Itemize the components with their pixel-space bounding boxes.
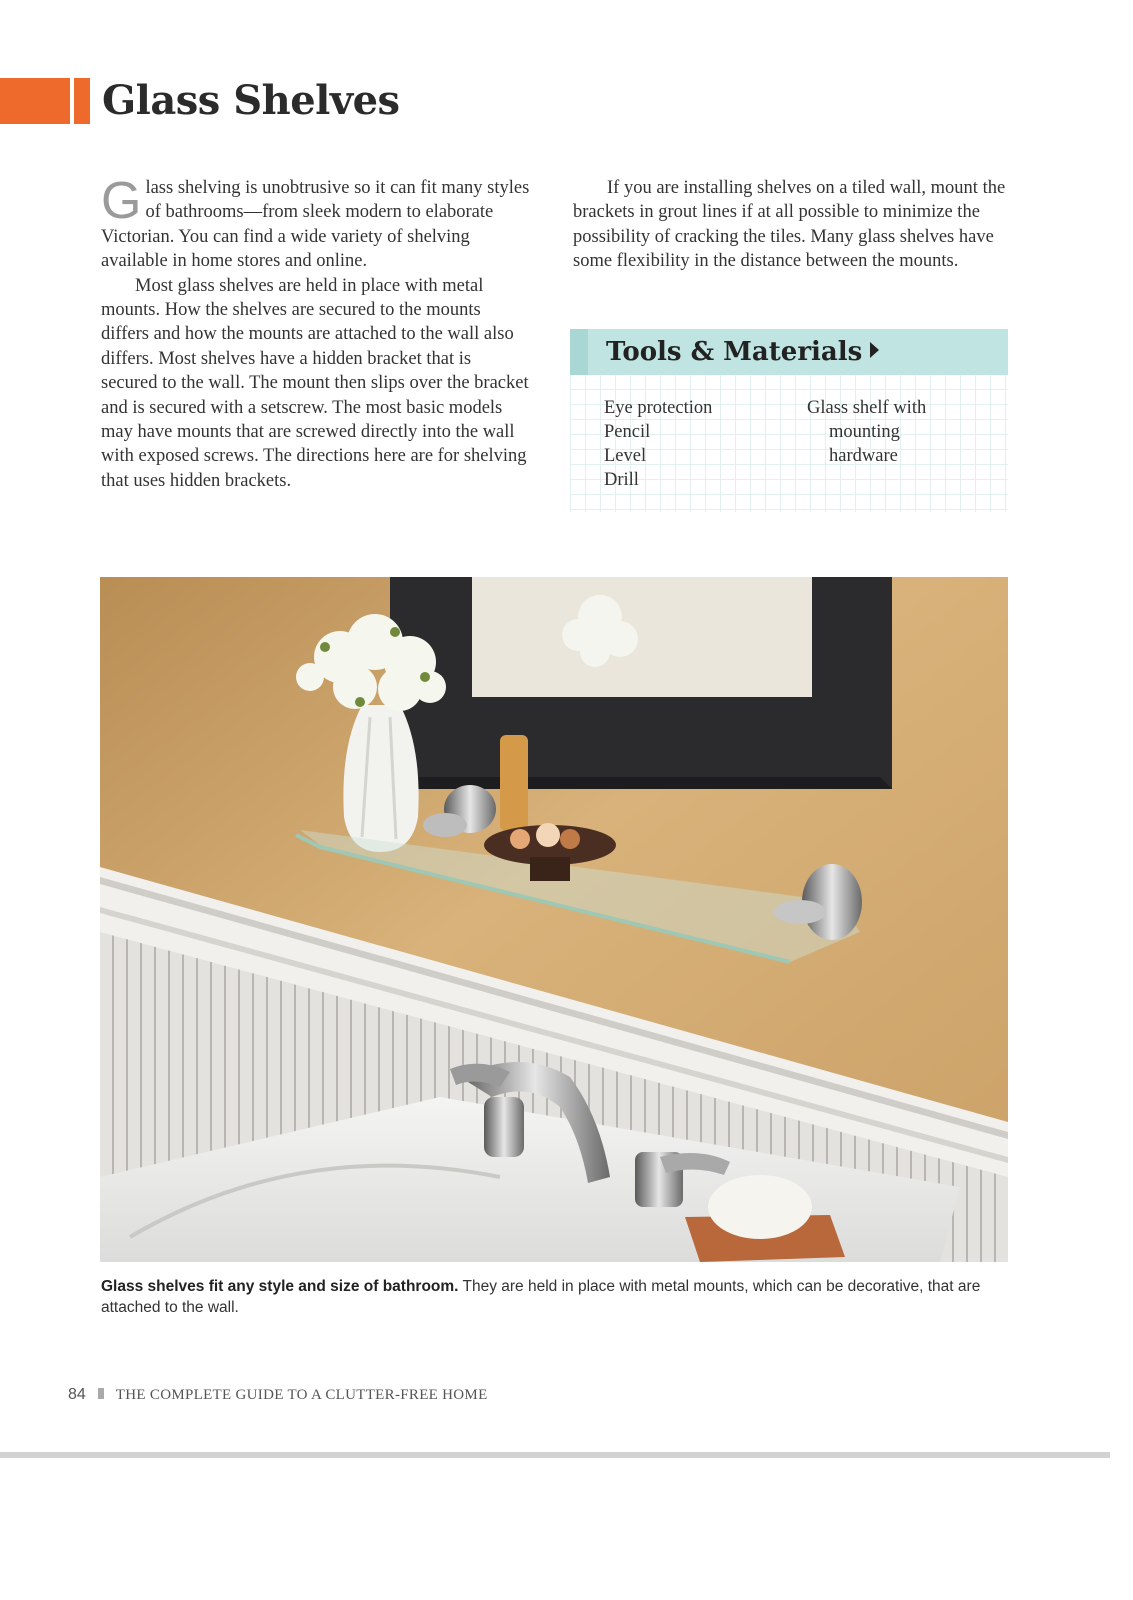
paragraph-mounts: Most glass shelves are held in place with metal mounts. How the shelves are secured to the mounts differs and how the mounts are attached to the wall also differs. Most shelves have a hidden bracket that is secured to the wall. The mount then slips over the bracket and is secured with a setscrew. The most basic models may have mounts that are screwed directly into the wall with exposed screws. The directions here are for shelving that uses hidden brackets. (101, 275, 529, 491)
caption-body: They are held in place with metal mounts, which can be decorative, that are attached to the wall. (101, 1278, 981, 1316)
body-column-right (573, 176, 1013, 274)
book-title: THE COMPLETE GUIDE TO A CLUTTER-FREE HOME (115, 1387, 488, 1403)
tools-materials-box (570, 329, 1008, 512)
paragraph-intro-text: lass shelving is unobtrusive so it can fit many styles of bathrooms—from sleek modern to elaborate Victorian. You can find a wide variety of shelving available in home stores and online. (101, 178, 530, 272)
footer-separator (98, 1388, 104, 1399)
caption-lead: Glass shelves fit any style and size of bathroom. (101, 1278, 459, 1295)
tools-header (570, 329, 1008, 375)
material-item: Glass shelf with (807, 398, 927, 418)
tool-item: Pencil (604, 422, 651, 442)
body-column-left (101, 172, 531, 493)
section-accent-bar (0, 78, 70, 124)
triangle-right-icon (870, 342, 879, 358)
tool-item: Level (604, 446, 647, 466)
tool-item: Drill (604, 470, 639, 490)
section-accent-bar-small (74, 78, 90, 124)
material-item-continued: hardware (829, 446, 898, 466)
material-item-continued: mounting (829, 422, 900, 442)
tools-header-tab (570, 329, 588, 375)
page-number: 84 (68, 1386, 86, 1403)
paragraph-intro (101, 172, 531, 274)
page-footer (68, 1385, 488, 1405)
bottom-rule (0, 1452, 1110, 1458)
bathroom-glass-shelf-photo (100, 577, 1008, 1262)
tools-title (606, 335, 879, 369)
page-title: Glass Shelves (102, 77, 400, 124)
tools-list-right (807, 396, 926, 468)
tools-title-text: Tools & Materials (606, 337, 863, 367)
drop-cap: G (101, 172, 142, 230)
tool-item: Eye protection (604, 398, 713, 418)
tools-list-left (604, 396, 712, 492)
figure-caption (101, 1276, 1011, 1318)
paragraph-tiled-wall: If you are installing shelves on a tiled wall, mount the brackets in grout lines if at all possible to minimize the possibility of cracking the tiles. Many glass shelves have some flexibility in the distance between the mounts. (573, 178, 1006, 272)
